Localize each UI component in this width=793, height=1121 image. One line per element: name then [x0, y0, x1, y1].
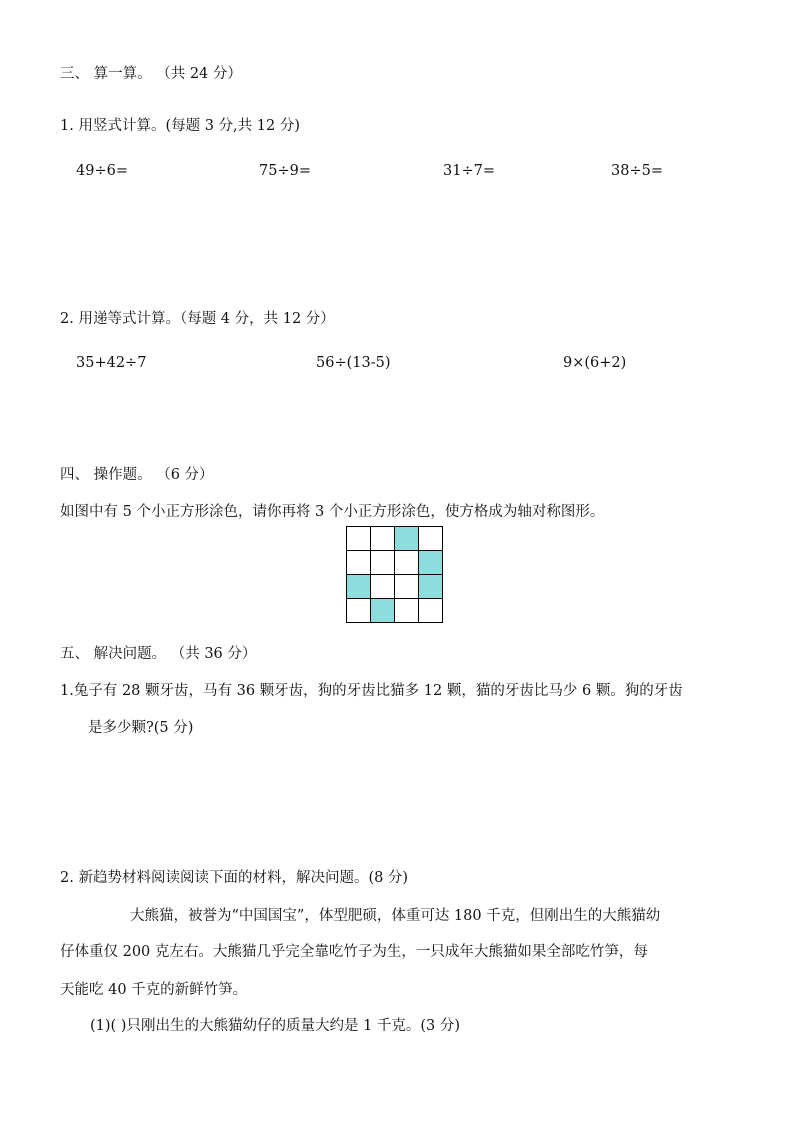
grid-cell-shaded: [419, 575, 443, 599]
grid-cell: [419, 599, 443, 623]
grid-cell: [371, 527, 395, 551]
grid-cell-shaded: [395, 527, 419, 551]
grid-cell-shaded: [371, 599, 395, 623]
section4-heading: 四、 操作题。 （6 分）: [60, 467, 214, 483]
q2-item-3: 9×(6+2): [563, 355, 627, 371]
s5-q1-line2: 是多少颗?(5 分): [88, 720, 194, 736]
section3-heading: 三、 算一算。 （共 24 分）: [60, 66, 242, 82]
s5-q2-para-line1: 大熊猫，被誉为“中国国宝”，体型肥硕，体重可达 180 千克，但刚出生的大熊猫幼: [130, 908, 661, 924]
s5-q2-sub1: (1)( )只刚出生的大熊猫幼仔的质量大约是 1 千克。(3 分): [90, 1018, 461, 1034]
s5-q1-line1: 1.兔子有 28 颗牙齿，马有 36 颗牙齿，狗的牙齿比猫多 12 颗，猫的牙齿比马少 6 颗。狗的牙齿: [60, 683, 683, 699]
q1-item-3: 31÷7=: [443, 163, 495, 179]
grid-cell: [347, 527, 371, 551]
section5-heading: 五、 解决问题。 （共 36 分）: [60, 646, 257, 662]
q2-title: 2. 用递等式计算。（每题 4 分，共 12 分）: [60, 311, 335, 327]
grid-cell: [419, 527, 443, 551]
q1-item-2: 75÷9=: [259, 163, 311, 179]
grid-cell: [395, 551, 419, 575]
section4-instruction: 如图中有 5 个小正方形涂色，请你再将 3 个小正方形涂色，使方格成为轴对称图形。: [60, 504, 605, 520]
grid-cell-shaded: [419, 551, 443, 575]
q1-item-1: 49÷6=: [76, 163, 128, 179]
q1-title: 1. 用竖式计算。(每题 3 分,共 12 分): [60, 118, 300, 134]
grid-cell-shaded: [347, 575, 371, 599]
s5-q2-para-line3: 天能吃 40 千克的新鲜竹笋。: [60, 982, 248, 998]
grid-cell: [395, 599, 419, 623]
s5-q2-title: 2. 新趋势材料阅读阅读下面的材料，解决问题。(8 分): [60, 870, 409, 886]
q2-item-1: 35+42÷7: [76, 355, 147, 371]
grid-cell: [395, 575, 419, 599]
grid-cell: [347, 599, 371, 623]
s5-q2-para-line2: 仔体重仅 200 克左右。大熊猫几乎完全靠吃竹子为生，一只成年大熊猫如果全部吃竹笋，每: [60, 944, 648, 960]
q2-item-2: 56÷(13-5): [316, 355, 391, 371]
grid-cell: [371, 575, 395, 599]
symmetry-grid: [346, 526, 443, 623]
q1-item-4: 38÷5=: [611, 163, 663, 179]
grid-cell: [371, 551, 395, 575]
grid-cell: [347, 551, 371, 575]
